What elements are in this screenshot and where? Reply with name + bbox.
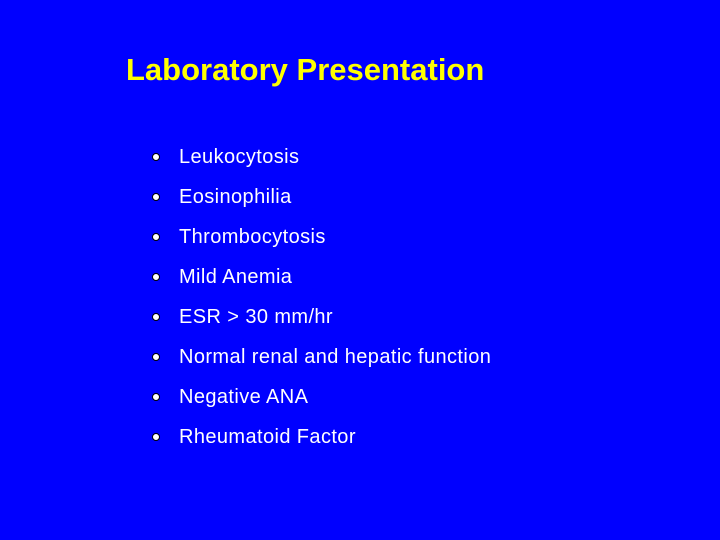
bullet-text: Mild Anemia <box>179 265 293 288</box>
bullet-icon <box>152 273 160 281</box>
bullet-text: Normal renal and hepatic function <box>179 345 492 368</box>
bullet-text: Leukocytosis <box>179 145 300 168</box>
list-item <box>149 137 491 177</box>
bullet-icon <box>152 393 160 401</box>
bullet-list <box>149 137 491 457</box>
list-item <box>149 377 491 417</box>
list-item <box>149 217 491 257</box>
bullet-icon <box>152 233 160 241</box>
list-item <box>149 337 491 377</box>
bullet-icon <box>152 153 160 161</box>
bullet-icon <box>152 433 160 441</box>
list-item <box>149 257 491 297</box>
bullet-icon <box>152 193 160 201</box>
bullet-icon <box>152 313 160 321</box>
bullet-icon <box>152 353 160 361</box>
bullet-text: Thrombocytosis <box>179 225 326 248</box>
list-item <box>149 417 491 457</box>
bullet-text: ESR > 30 mm/hr <box>179 305 333 328</box>
bullet-text: Negative ANA <box>179 385 309 408</box>
list-item <box>149 297 491 337</box>
slide-title: Laboratory Presentation <box>126 52 485 87</box>
list-item <box>149 177 491 217</box>
bullet-text: Rheumatoid Factor <box>179 425 356 448</box>
bullet-text: Eosinophilia <box>179 185 292 208</box>
